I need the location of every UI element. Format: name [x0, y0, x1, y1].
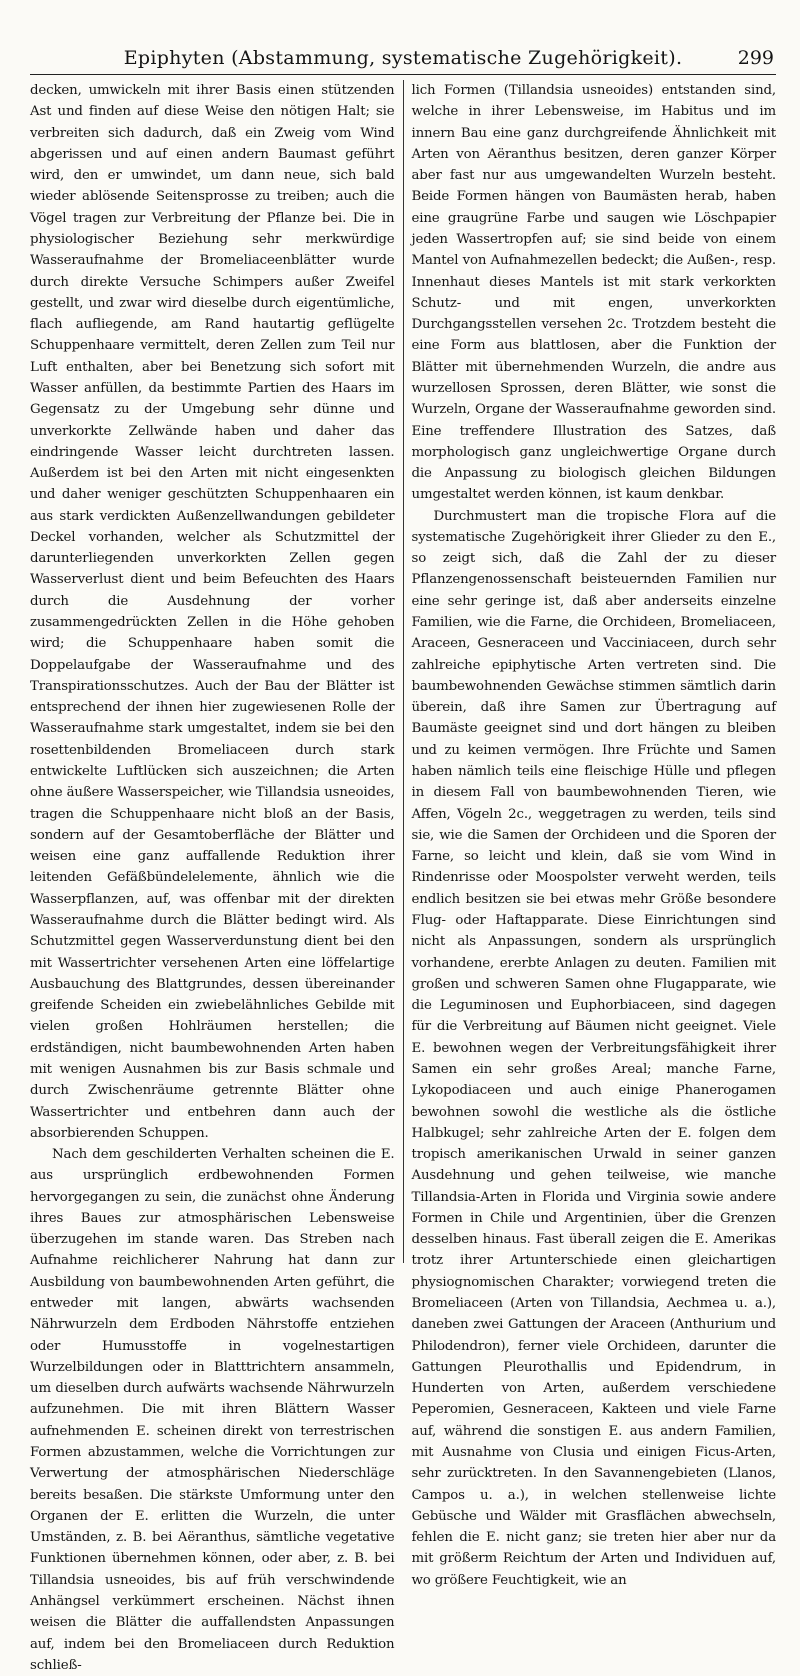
paragraph: Nach dem geschilderten Verhalten scheinen die E. aus ursprünglich erdbewohnenden Formen hervorgegangen zu sein, die zunächst ohne Änderung ihres Baues zur atmosphärischen Lebensweise überzugehen im stande waren. Das Streben nach Aufnahme reichlicherer Nahrung hat dann zur Ausbildung von baumbewohnenden Arten geführt, die entweder mit langen, abwärts wachsenden Nährwurzeln dem Erdboden Nährstoffe entziehen oder Humusstoffe in vogelnestartigen Wurzelbildungen oder in Blatttrichtern ansammeln, um dieselben durch aufwärts wachsende Nährwurzeln aufzunehmen. Die mit ihren Blättern Wasser aufnehmenden E. scheinen direkt von terrestrischen Formen abzustammen, welche die Vorrichtungen zur Verwertung der atmosphärischen Niederschläge bereits besaßen. Die stärkste Umformung unter den Organen der E. erlitten die Wurzeln, die unter Umständen, z. B. bei Aëranthus, sämtliche vegetative Funktionen übernehmen können, oder aber, z. B. bei Tillandsia usneoides, bis auf früh verschwindende Anhängsel verkümmert erscheinen. Nächst ihnen weisen die Blätter die auffallendsten Anpassungen auf, indem bei den Bromeliaceen durch Reduktion schließ-: [30, 1147, 395, 1673]
right-column: [403, 80, 777, 1588]
header-title: Epiphyten (Abstammung, systematische Zugehörigkeit).: [123, 47, 683, 69]
paragraph: lich Formen (Tillandsia usneoides) entstanden sind, welche in ihrer Lebensweise, im Habitus und im innern Bau eine ganz durchgreifende Ähnlichkeit mit Arten von Aëranthus besitzen, deren ganzer Körper aber fast nur aus umgewandelten Wurzeln besteht. Beide Formen hängen von Baumästen herab, haben eine graugrüne Farbe und saugen wie Löschpapier jeden Wassertropfen auf; sie sind beide von einem Mantel von Aufnahmezellen bedeckt; die Außen-, resp. Innenhaut dieses Mantels ist mit stark verkorkten Schutz- und mit engen, unverkorkten Durchgangsstellen versehen 2c. Trotzdem besteht die eine Form aus blattlosen, aber die Funktion der Blätter mit übernehmenden Wurzeln, die andre aus wurzellosen Sprossen, deren Blätter, wie sonst die Wurzeln, Organe der Wasseraufnahme geworden sind. Eine treffendere Illustration des Satzes, daß morphologisch ganz ungleichwertige Organe durch die Anpassung zu biologisch gleichen Bildungen umgestaltet werden können, ist kaum denkbar.: [411, 83, 776, 503]
running-header: [30, 40, 776, 75]
page-number: 299: [737, 47, 774, 69]
paragraph: Durchmustert man die tropische Flora auf die systematische Zugehörigkeit ihrer Glieder zu den E., so zeigt sich, daß die Zahl der zu dieser Pflanzengenossenschaft beisteuernden Familien nur eine sehr geringe ist, daß aber anderseits einzelne Familien, wie die Farne, die Orchideen, Bromeliaceen, Araceen, Gesneraceen und Vacciniaceen, durch sehr zahlreiche epiphytische Arten vertreten sind. Die baumbewohnenden Gewächse stimmen sämtlich darin überein, daß ihre Samen zur Übertragung auf Baumäste geeignet sind und dort hängen zu bleiben und zu keimen vermögen. Ihre Früchte und Samen haben nämlich teils eine fleischige Hülle und pflegen in diesem Fall von baumbewohnenden Tieren, wie Affen, Vögeln 2c., weggetragen zu werden, teils sind sie, wie die Samen der Orchideen und die Sporen der Farne, so leicht und klein, daß sie vom Wind in Rindenrisse oder Moospolster verweht werden, teils endlich besitzen sie bei etwas mehr Größe besondere Flug- oder Haftapparate. Diese Einrichtungen sind nicht als Anpassungen, sondern als ursprünglich vorhandene, ererbte Anlagen zu deuten. Familien mit großen und schweren Samen ohne Flugapparate, wie die Leguminosen und Euphorbiaceen, sind dagegen für die Verbreitung auf Bäumen nicht geeignet. Viele E. bewohnen wegen der Verbreitungsfähigkeit ihrer Samen ein sehr großes Areal; manche Farne, Lykopodiaceen und auch einige Phanerogamen bewohnen sowohl die westliche als die östliche Halbkugel; sehr zahlreiche Arten der E. folgen dem tropisch amerikanischen Urwald in seiner ganzen Ausdehnung und gehen teilweise, wie manche Tillandsia-Arten in Florida und Virginia sowie andere Formen in Chile und Argentinien, über die Grenzen desselben hinaus. Fast überall zeigen die E. Amerikas trotz ihrer Artunterschiede einen gleichartigen physiognomischen Charakter; vorwiegend treten die Bromeliaceen (Arten von Tillandsia, Aechmea u. a.), daneben zwei Gattungen der Araceen (Anthurium und Philodendron), ferner viele Orchideen, darunter die Gattungen Pleurothallis und Epidendrum, in Hunderten von Arten, außerdem verschiedene Peperomien, Gesneraceen, Kakteen und viele Farne auf, während die sonstigen E. aus andern Familien, mit Ausnahme von Clusia und einigen Ficus-Arten, sehr zurücktreten. In den Savannengebieten (Llanos, Campos u. a.), in welchen stellenweise lichte Gebüsche und Wälder mit Grasflächen abwechseln, fehlen die E. nicht ganz; sie treten hier aber nur da mit größerm Reichtum der Arten und Individuen auf, wo größere Feuchtigkeit, wie an: [411, 508, 776, 1588]
paragraph: decken, umwickeln mit ihrer Basis einen stützenden Ast und finden auf diese Weise den nötigen Halt; sie verbreiten sich dadurch, daß ein Zweig vom Wind abgerissen und auf einen andern Baumast geführt wird, den er umwindet, um dann neue, sich bald wieder ablösende Seitensprosse zu treiben; auch die Vögel tragen zur Verbreitung der Pflanze bei. Die in physiologischer Beziehung sehr merkwürdige Wasseraufnahme der Bromeliaceenblätter wurde durch direkte Versuche Schimpers außer Zweifel gestellt, und zwar wird dieselbe durch eigentümliche, flach aufliegende, am Rand hautartig geflügelte Schuppenhaare vermittelt, deren Zellen zum Teil nur Luft enthalten, aber bei Benetzung sich sofort mit Wasser anfüllen, da bestimmte Partien des Haars im Gegensatz zu der Umgebung sehr dünne und unverkorkte Zellwände haben und daher das eindringende Wasser leicht durchtreten lassen. Außerdem ist bei den Arten mit nicht eingesenkten und daher weniger geschützten Schuppenhaaren ein aus stark verdickten Außenzellwandungen gebildeter Deckel vorhanden, welcher als Schutzmittel der darunterliegenden unverkorkten Zellen gegen Wasserverlust dient und beim Befeuchten des Haars durch die Ausdehnung der vorher zusammengedrückten Zellen in die Höhe gehoben wird; die Schuppenhaare haben somit die Doppelaufgabe der Wasseraufnahme und des Transpirationsschutzes. Auch der Bau der Blätter ist entsprechend der ihnen hier zugewiesenen Rolle der Wasseraufnahme stark umgestaltet, indem sie bei den rosettenbildenden Bromeliaceen durch stark entwickelte Luftlücken sich auszeichnen; die Arten ohne äußere Wasserspeicher, wie Tillandsia usneoides, tragen die Schuppenhaare nicht bloß an der Basis, sondern auf der Gesamtoberfläche der Blätter und weisen eine ganz auffallende Reduktion ihrer leitenden Gefäßbündelelemente, ähnlich wie die Wasserpflanzen, auf, was offenbar mit der direkten Wasseraufnahme durch die Blätter bedingt wird. Als Schutzmittel gegen Wasserverdunstung dient bei den mit Wassertrichter versehenen Arten eine löffelartige Ausbauchung des Blattgrundes, dessen übereinander greifende Scheiden ein zwiebelähnliches Gebilde mit vielen großen Hohlräumen herstellen; die erdständigen, nicht baumbewohnenden Arten haben mit wenigen Ausnahmen bis zur Basis schmale und durch Zwischenräume getrennte Blätter ohne Wassertrichter und entbehren dann auch der absorbierenden Schuppen.: [30, 83, 395, 1141]
text-columns: [30, 80, 776, 1673]
left-column: [30, 80, 403, 1673]
